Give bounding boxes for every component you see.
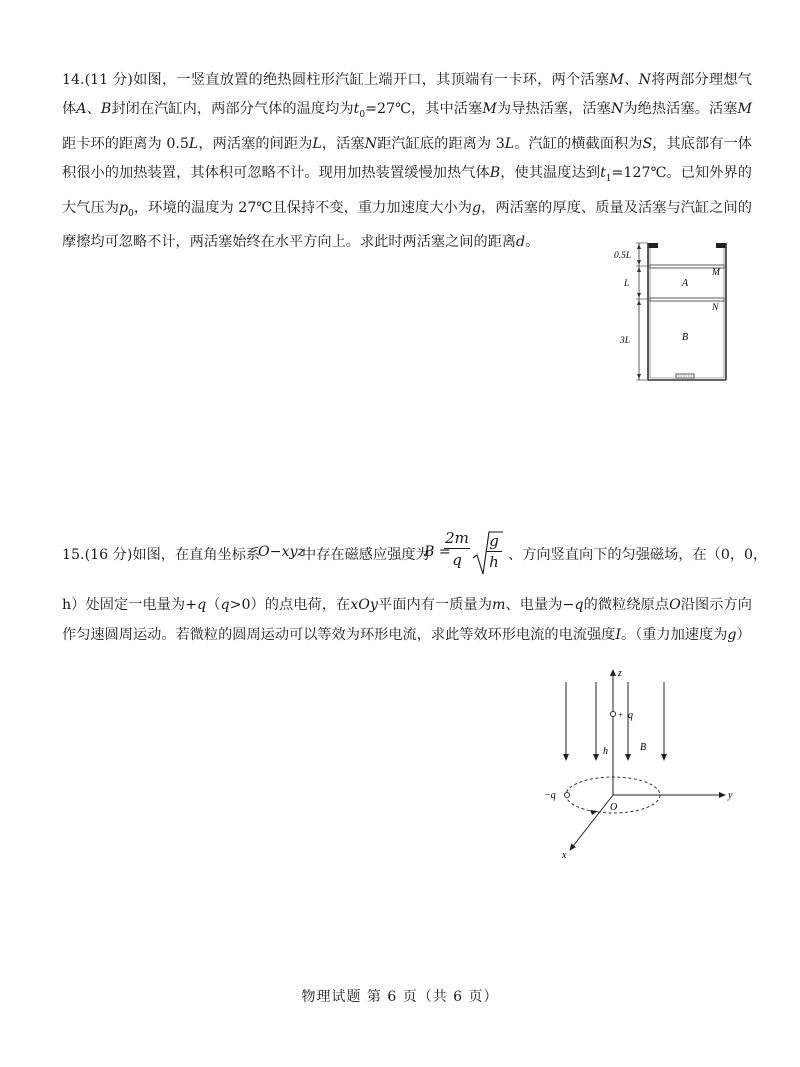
arrow-5 [637,300,641,305]
y-label: y [728,790,733,801]
sqrt-fraction [486,532,502,573]
sqrt-num: g [486,532,502,552]
x-label: x [562,850,567,861]
sqrt-den: h [489,553,499,571]
q15-lead: 15.(16 分)如图，在直角坐标系 [62,547,261,563]
fraction-den: q [452,551,462,569]
page-footer: 物理试题 第 6 页（共 6 页） [301,989,499,1005]
label-B: B [682,332,689,343]
magnetic-field-diagram [530,660,745,865]
top-ring-right [716,243,726,248]
label-L: L [624,279,630,289]
question-14-text: 14.(11 分)如图，一竖直放置的绝热圆柱形汽缸上端开口，其顶端有一卡环，两个活塞M、N将两部分理想气体A、B封闭在汽缸内，两部分气体的温度均为$t_0=27℃$，其中活塞M为导热活塞，活塞N为绝热活塞。活塞M距卡环的距离为 0.5L，两活塞的间距为L，活塞N距汽缸底的距离为 3L。汽缸的横截面积为S，其底部有一体积很小的加热装置，其体积可忽略不计。现用加热装置缓慢加热气体B，使其温度达到$t_1=127℃$。已知外界的大气压为$p_0$，环境的温度为 27℃且保持不变，重力加速度大小为g，两活塞的厚度、质量及活塞与汽缸之间的摩擦均可忽略不计，两活塞始终在水平方向上。求此时两活塞之间的距离d。 [62,72,752,251]
label-N: N [712,303,719,313]
question-15-first-line [62,528,768,586]
q15-mid: 中存在磁感应强度为 [302,547,430,563]
z-label: z [618,668,622,679]
arrow-6 [637,374,641,379]
question-15-text: h）处固定一电量为+q（q>0）的点电荷，在xOy平面内有一质量为m、电量为−q的微粒绕原点O沿图示方向作匀速圆周运动。若微粒的圆周运动可以等效为环形电流，求此等效环形电流的电流强度I。（重力加速度为g） [62,597,752,643]
q15-B-eq: B = [424,544,451,560]
origin-label: O [610,802,618,813]
point-charge [610,711,615,716]
arrow-1 [637,244,641,249]
plus-label: + [618,710,624,720]
label-A: A [682,278,689,289]
B-label: B [640,742,647,753]
q15-tail: 、方向竖直向下的匀强磁场，在（0，0， [508,547,768,563]
cylinder-diagram [612,240,744,385]
label-0.5L: 0.5L [614,251,632,261]
piston-N [650,298,724,301]
arrow-3 [637,267,641,272]
top-ring-left [648,243,658,248]
fraction [444,528,470,571]
orbit-direction-arrow [590,810,598,815]
arrow-2 [637,260,641,265]
label-3L: 3L [620,336,631,346]
arrow-4 [637,293,641,298]
q15-coord: O−xyz [258,544,306,560]
q-label: q [628,710,633,721]
x-axis [570,795,613,850]
h-label: h [603,746,608,757]
fraction-num: 2m [445,529,469,547]
minus-q-label: −q [544,790,556,801]
particle [564,792,569,797]
label-M: M [712,268,720,278]
